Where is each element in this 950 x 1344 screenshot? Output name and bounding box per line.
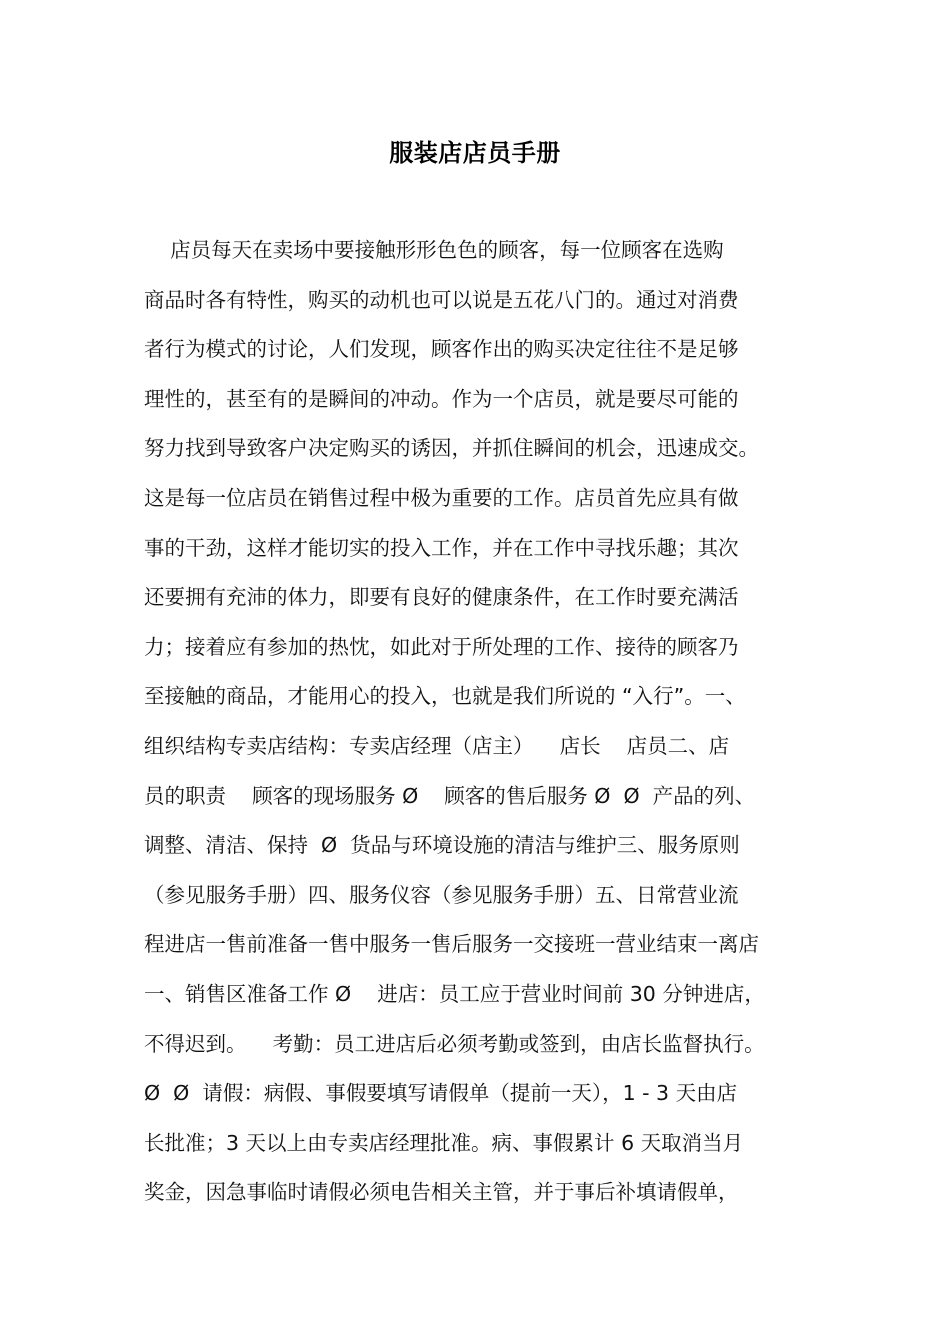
text-line: （参见服务手册）四、服务仪容（参见服务手册）五、日常营业流 <box>144 882 739 907</box>
text-line: 努力找到导致客户决定购买的诱因，并抓住瞬间的机会，迅速成交。 <box>144 436 759 461</box>
text-line: 理性的，甚至有的是瞬间的冲动。作为一个店员，就是要尽可能的 <box>144 386 739 411</box>
document-body <box>144 226 834 1218</box>
text-line: 者行为模式的讨论，人们发现，顾客作出的购买决定往往不是足够 <box>144 337 739 362</box>
text-line: 奖金，因急事临时请假必须电告相关主管，并于事后补填请假单， <box>144 1180 739 1205</box>
text-line: 员的职责 顾客的现场服务 Ø 顾客的售后服务 Ø Ø 产品的列、 <box>144 783 756 808</box>
text-line: 程进店一售前准备一售中服务一售后服务一交接班一营业结束一离店 <box>144 932 759 957</box>
text-line: 不得迟到。 考勤：员工进店后必须考勤或签到，由店长监督执行。 <box>144 1031 765 1056</box>
document-title: 服装店店员手册 <box>389 139 561 167</box>
text-line: 这是每一位店员在销售过程中极为重要的工作。店员首先应具有做 <box>144 485 739 510</box>
text-line: 调整、清洁、保持 Ø 货品与环境设施的清洁与维护三、服务原则 <box>144 833 740 858</box>
text-line: 一、销售区准备工作 Ø 进店：员工应于营业时间前 30 分钟进店， <box>144 981 765 1006</box>
text-line: 至接触的商品，才能用心的投入，也就是我们所说的 “入行”。一、 <box>144 684 746 709</box>
text-line: 还要拥有充沛的体力，即要有良好的健康条件，在工作时要充满活 <box>144 585 739 610</box>
text-line: 长批准；3 天以上由专卖店经理批准。病、事假累计 6 天取消当月 <box>144 1130 744 1155</box>
text-line: 店员每天在卖场中要接触形形色色的顾客，每一位顾客在选购 <box>144 238 724 262</box>
text-line: 事的干劲，这样才能切实的投入工作，并在工作中寻找乐趣；其次 <box>144 535 739 560</box>
text-line: 组织结构专卖店结构：专卖店经理（店主） 店长 店员二、店 <box>144 733 730 758</box>
text-line: 力；接着应有参加的热忱，如此对于所处理的工作、接待的顾客乃 <box>144 634 739 659</box>
text-line: Ø Ø 请假：病假、事假要填写请假单（提前一天），1 - 3 天由店 <box>144 1081 738 1106</box>
text-line: 商品时各有特性，购买的动机也可以说是五花八门的。通过对消费 <box>144 287 739 312</box>
